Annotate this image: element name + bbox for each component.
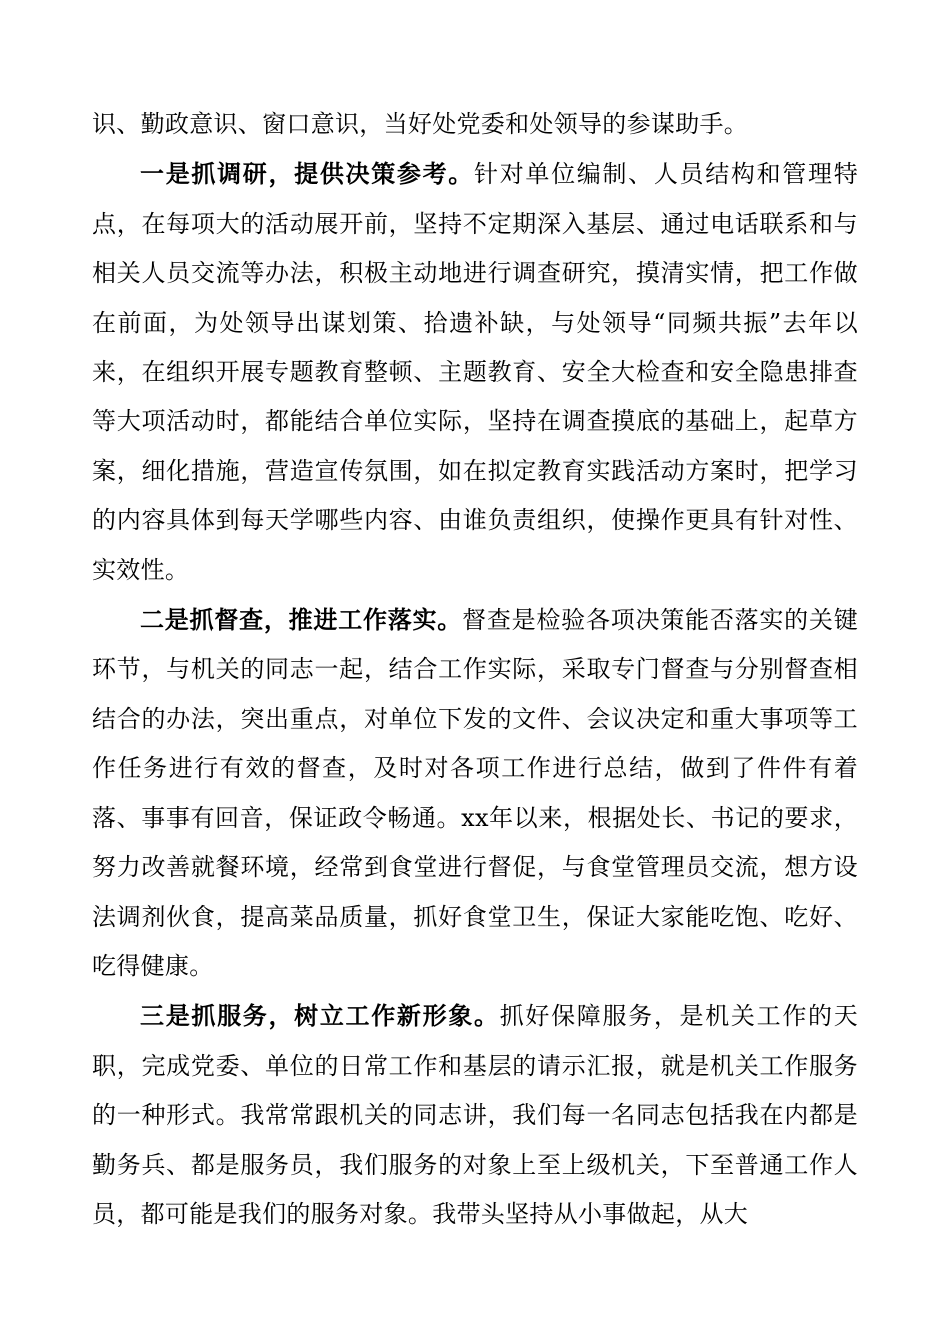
document-body [92,100,858,1239]
paragraph-heading: 一是抓调研，提供决策参考。 [140,159,474,189]
paragraph-heading: 二是抓督查，推进工作落实。 [140,605,463,635]
paragraph-text: 抓好保障服务，是机关工作的天职，完成党委、单位的日常工作和基层的请示汇报，就是机关工作服务的一种形式。我常常跟机关的同志讲，我们每一名同志包括我在内都是勤务兵、都是服务员，我们服务的对象上至上级机关，下至普通工作人员，都可能是我们的服务对象。我带头坚持从小事做起，从大 [92,1002,859,1228]
paragraph-research [92,149,858,595]
paragraph-continuation [92,100,858,149]
paragraph-text: 识、勤政意识、窗口意识，当好处党委和处领导的参谋助手。 [92,110,749,138]
paragraph-text: 针对单位编制、人员结构和管理特点，在每项大的活动展开前，坚持不定期深入基层、通过电话联系和与相关人员交流等办法，积极主动地进行调查研究，摸清实情，把工作做在前面，为处领导出谋划策、拾遗补缺，与处领导“同频共振”去年以来，在组织开展专题教育整顿、主题教育、安全大检查和安全隐患排查等大项活动时，都能结合单位实际，坚持在调查摸底的基础上，起草方案，细化措施，营造宣传氛围，如在拟定教育实践活动方案时，把学习的内容具体到每天学哪些内容、由谁负责组织，使操作更具有针对性、实效性。 [92,160,858,584]
paragraph-heading: 三是抓服务，树立工作新形象。 [140,1001,500,1031]
paragraph-service [92,991,858,1239]
paragraph-supervision [92,595,858,991]
paragraph-text: 督查是检验各项决策能否落实的关键环节，与机关的同志一起，结合工作实际，采取专门督查与分别督查相结合的办法，突出重点，对单位下发的文件、会议决定和重大事项等工作任务进行有效的督查，及时对各项工作进行总结，做到了件件有着落、事事有回音，保证政令畅通。xx年以来，根据处长、书记的要求，努力改善就餐环境，经常到食堂进行督促，与食堂管理员交流，想方设法调剂伙食，提高菜品质量，抓好食堂卫生，保证大家能吃饱、吃好、吃得健康。 [92,606,858,980]
